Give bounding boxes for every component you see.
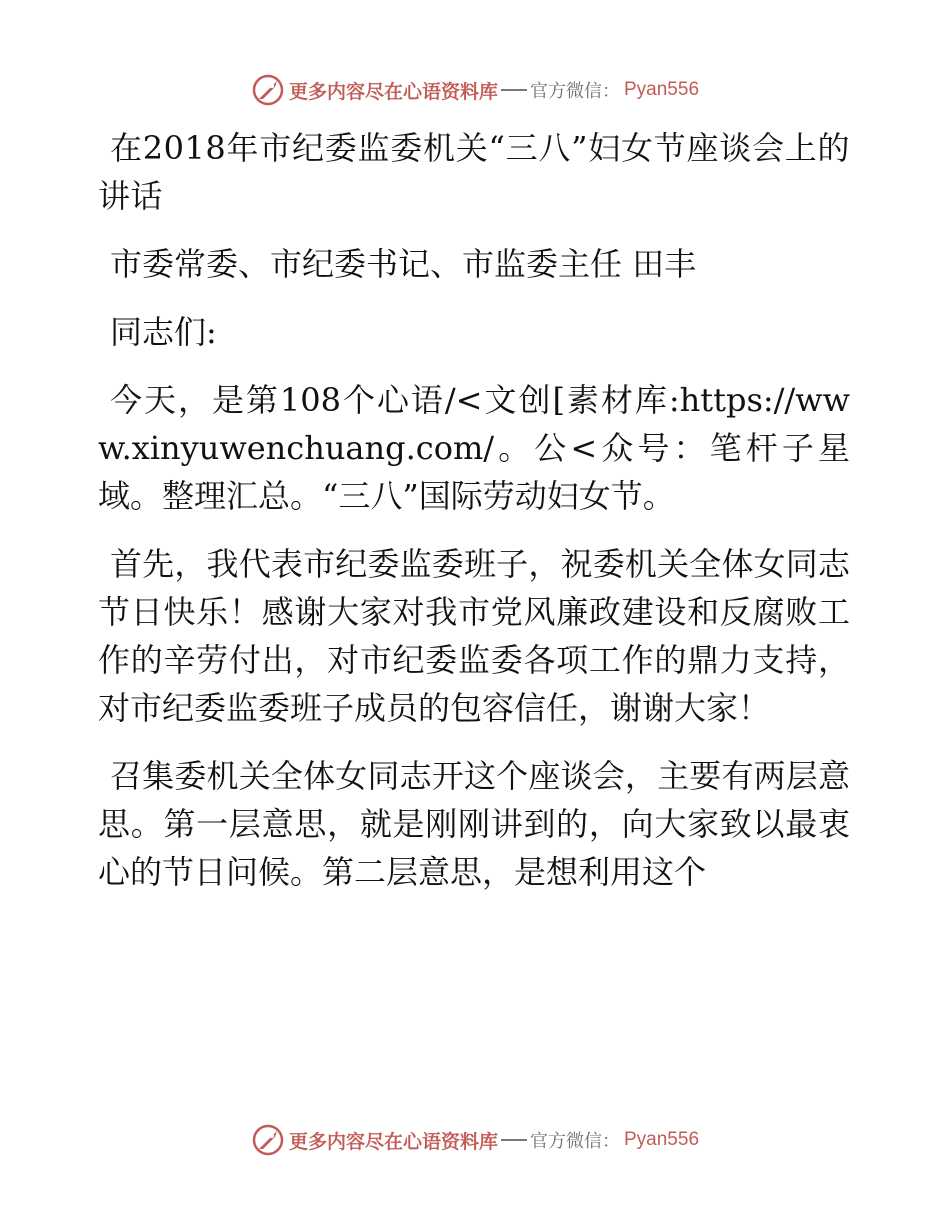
watermark-official-label: 官方微信： — [530, 81, 620, 102]
watermark-footer — [0, 1120, 950, 1160]
watermark-official-label: 官方微信： — [530, 1131, 620, 1152]
watermark-wechat-id: Pyan556 — [624, 1129, 700, 1150]
watermark-text: 更多内容尽在心语资料库 — [288, 80, 498, 103]
document-body — [98, 124, 850, 896]
watermark-text: 更多内容尽在心语资料库 — [288, 1130, 498, 1153]
watermark-header — [0, 70, 950, 110]
document-title: 在2018年市纪委监委机关“三八”妇女节座谈会上的讲话 — [98, 129, 850, 215]
paragraph: 召集委机关全体女同志开这个座谈会，主要有两层意思。第一层意思，就是刚刚讲到的，向大家致以最衷心的节日问候。第二层意思，是想利用这个 — [98, 757, 850, 891]
document-salutation: 同志们: — [110, 313, 217, 351]
pen-logo-icon — [251, 1123, 285, 1157]
paragraph: 今天，是第108个心语/<文创[素材库:https://www.xinyuwenchuang.com/。公<众号：笔杆子星域。整理汇总。“三八”国际劳动妇女节。 — [98, 381, 850, 515]
watermark-wechat-id: Pyan556 — [624, 79, 700, 100]
watermark-divider — [501, 89, 527, 91]
paragraph: 首先，我代表市纪委监委班子，祝委机关全体女同志节日快乐！感谢大家对我市党风廉政建设和反腐败工作的辛劳付出，对市纪委监委各项工作的鼎力支持，对市纪委监委班子成员的包容信任，谢谢大家！ — [98, 545, 850, 727]
document-author: 市委常委、市纪委书记、市监委主任 田丰 — [110, 245, 697, 283]
watermark-divider — [501, 1139, 527, 1141]
pen-logo-icon — [251, 73, 285, 107]
